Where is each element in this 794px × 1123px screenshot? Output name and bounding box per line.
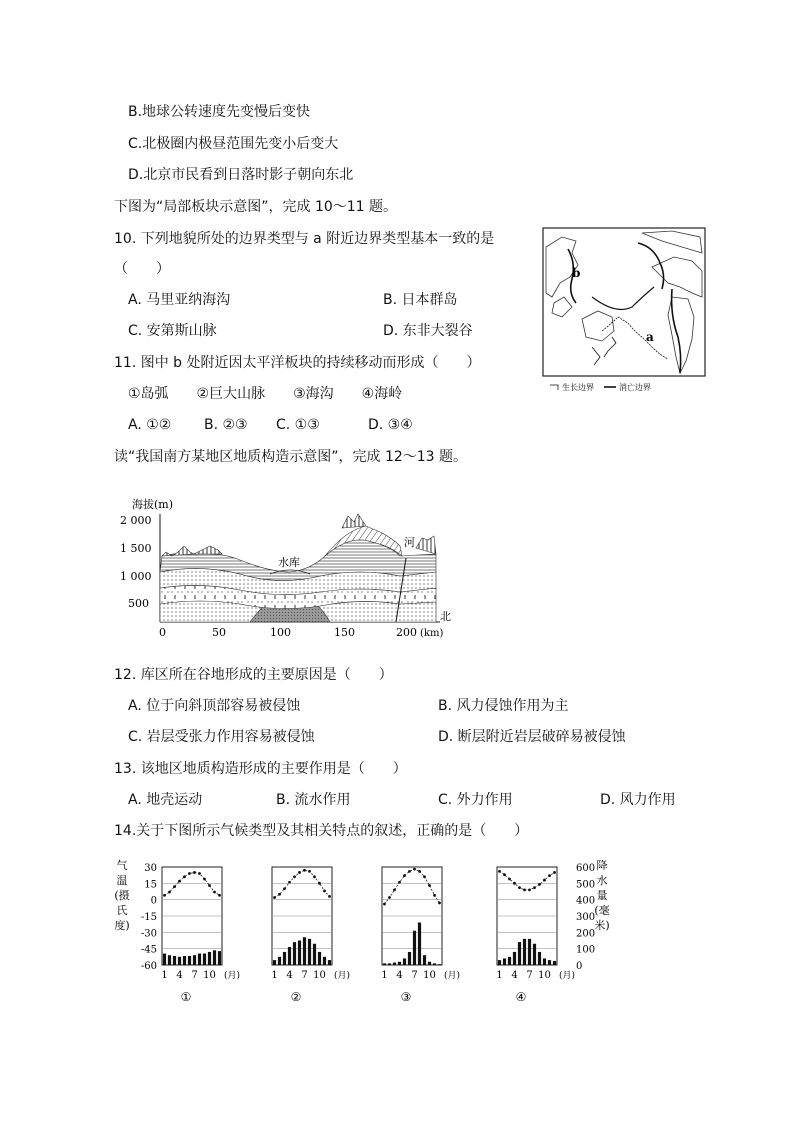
q13-option-c: C. 外力作用 (438, 792, 513, 808)
q14-stem: 14.关于下图所示气候类型及其相关特点的叙述，正确的是（ ） (114, 823, 529, 839)
temperature-point (173, 885, 176, 888)
precip-tick-label: 100 (576, 944, 596, 956)
q13-option-d: D. 风力作用 (600, 792, 676, 808)
precip-bar (418, 923, 421, 965)
month-tick-label: 4 (396, 970, 403, 981)
q11-option-b: B. ②③ (204, 417, 248, 433)
precip-tick-label: 400 (576, 895, 596, 907)
temperature-point (503, 873, 506, 876)
precip-bar (533, 944, 536, 965)
month-unit-label: (月) (444, 971, 461, 981)
q9-option-b: B.地球公转速度先变慢后变快 (128, 104, 311, 120)
temperature-point (428, 884, 431, 887)
temperature-point (308, 870, 311, 873)
intro-q12-13: 读“我国南方某地区地质构造示意图”，完成 12～13 题。 (114, 449, 468, 465)
temperature-point (433, 894, 436, 897)
precip-bar (513, 952, 516, 965)
month-tick-label: 1 (496, 970, 503, 981)
profile-xtick-50: 50 (212, 626, 226, 639)
temperature-point (383, 903, 386, 906)
precip-bar (508, 957, 511, 965)
temperature-point (533, 886, 536, 889)
climate-chart-1 (161, 867, 240, 1004)
legend-die-label: 消亡边界 (619, 383, 651, 392)
profile-xunit: (km) (420, 628, 444, 639)
temp-axis-label-char: 度) (114, 919, 130, 932)
temperature-point (398, 881, 401, 884)
q12-stem: 12. 库区所在谷地形成的主要原因是（ ） (114, 667, 393, 683)
precip-bar (163, 954, 166, 965)
precip-bar (313, 944, 316, 965)
profile-xtick-200: 200 (396, 626, 417, 639)
temperature-point (538, 883, 541, 886)
precip-bar (208, 952, 211, 965)
temperature-point (328, 895, 331, 898)
temperature-point (293, 875, 296, 878)
q9-option-d: D.北京市民看到日落时影子朝向东北 (128, 167, 354, 183)
q11-option-a: A. ①② (128, 417, 172, 433)
temperature-point (418, 870, 421, 873)
precip-bar (503, 958, 506, 965)
profile-reservoir-label: 水库 (278, 556, 300, 569)
temp-tick-label: -30 (140, 928, 157, 940)
temperature-point (423, 875, 426, 878)
profile-xtick-0: 0 (159, 626, 166, 639)
month-tick-label: 1 (381, 970, 388, 981)
temp-tick-label: -60 (140, 961, 157, 972)
month-tick-label: 7 (301, 970, 308, 981)
precip-bar (398, 962, 401, 965)
legend-grow-symbol (550, 385, 558, 390)
q10-option-a: A. 马里亚纳海沟 (128, 292, 231, 308)
q9-option-c: C.北极圈内极昼范围先变小后变大 (128, 136, 339, 152)
temperature-point (183, 875, 186, 878)
month-unit-label: (月) (559, 971, 576, 981)
temp-tick-label: 0 (150, 895, 157, 907)
temperature-point (393, 888, 396, 891)
month-tick-label: 7 (411, 970, 418, 981)
temperature-point (523, 888, 526, 891)
month-tick-label: 1 (161, 970, 168, 981)
q11-stem: 11. 图中 b 处附近因太平洋板块的持续移动而形成（ ） (114, 355, 481, 371)
precip-bar (298, 941, 301, 966)
precip-tick-label: 200 (576, 928, 596, 940)
temperature-point (413, 868, 416, 871)
precip-bar (303, 937, 306, 965)
q13-stem: 13. 该地区地质构造形成的主要作用是（ ） (114, 761, 407, 777)
temperature-point (303, 869, 306, 872)
precip-bar (498, 960, 501, 965)
climate-chart-2 (271, 867, 350, 1004)
month-tick-label: 4 (286, 970, 293, 981)
q11-option-d: D. ③④ (368, 417, 413, 433)
q12-option-c: C. 岩层受张力作用容易被侵蚀 (128, 729, 315, 745)
temperature-point (548, 874, 551, 877)
precip-bar (548, 960, 551, 965)
temperature-axis (114, 858, 157, 972)
temperature-point (498, 870, 501, 873)
temperature-point (518, 886, 521, 889)
temperature-point (283, 887, 286, 890)
month-tick-label: 4 (176, 970, 183, 981)
precip-axis-label-char: 降 (596, 859, 608, 872)
precip-tick-label: 300 (576, 912, 596, 923)
geological-profile-diagram (110, 494, 460, 644)
temp-tick-label: 15 (144, 879, 157, 891)
temperature-point (323, 890, 326, 893)
profile-ytick-500: 500 (128, 597, 149, 610)
q13-option-b: B. 流水作用 (276, 792, 351, 808)
precip-bar (188, 956, 191, 965)
temperature-point (313, 875, 316, 878)
precip-bar (168, 955, 171, 965)
precipitation-axis (576, 858, 610, 972)
temperature-point (508, 878, 511, 881)
precip-bar (273, 960, 276, 965)
month-unit-label: (月) (334, 971, 351, 981)
precip-bar (213, 950, 216, 965)
temperature-point (213, 891, 216, 894)
precip-bar (388, 963, 391, 965)
temperature-point (528, 888, 531, 891)
precip-bar (538, 952, 541, 965)
precip-bar (328, 960, 331, 965)
precip-bar (183, 956, 186, 965)
precip-bar (288, 947, 291, 965)
chart-number-label: ④ (515, 990, 527, 1004)
plate-label-b: b (572, 266, 581, 280)
precip-bar (413, 931, 416, 965)
plate-label-a: a (646, 330, 654, 344)
temperature-point (178, 880, 181, 883)
temperature-point (543, 879, 546, 882)
temp-axis-label-char: 氏 (116, 904, 128, 917)
precip-bar (433, 963, 436, 965)
temp-tick-label: 30 (144, 863, 157, 874)
precip-axis-label-char: (毫 (594, 904, 610, 917)
temperature-point (193, 871, 196, 874)
q13-option-a: A. 地壳运动 (128, 792, 203, 808)
month-tick-label: 4 (511, 970, 518, 981)
precip-bar (278, 957, 281, 965)
precip-tick-label: 0 (576, 961, 583, 972)
temp-axis-label-char: 气 (116, 859, 128, 872)
temp-tick-label: -45 (140, 944, 157, 956)
profile-xtick-100: 100 (270, 626, 291, 639)
month-tick-label: 7 (526, 970, 533, 981)
precip-bar (193, 955, 196, 965)
precip-bar (528, 939, 531, 965)
month-tick-label: 10 (423, 970, 436, 981)
q10-paren: （ ） (114, 261, 170, 277)
precip-bar (428, 962, 431, 965)
temperature-point (408, 870, 411, 873)
temperature-point (553, 871, 556, 874)
q12-option-a: A. 位于向斜顶部容易被侵蚀 (128, 698, 301, 714)
precip-bar (523, 939, 526, 965)
q11-items: ①岛弧 ②巨大山脉 ③海沟 ④海岭 (128, 386, 403, 402)
plate-boundary-map (542, 227, 706, 399)
q10-stem: 10. 下列地貌所处的边界类型与 a 附近边界类型基本一致的是 (114, 231, 495, 247)
temperature-point (438, 902, 441, 905)
precip-bar (293, 942, 296, 965)
precip-bar (318, 952, 321, 965)
temperature-point (188, 872, 191, 875)
temperature-point (208, 884, 211, 887)
temperature-point (403, 874, 406, 877)
precip-bar (393, 963, 396, 965)
precip-bar (383, 963, 386, 965)
month-tick-label: 10 (313, 970, 326, 981)
precip-bar (178, 957, 181, 965)
climate-chart-3 (381, 867, 460, 1004)
month-tick-label: 1 (271, 970, 278, 981)
month-tick-label: 7 (191, 970, 198, 981)
temperature-point (318, 882, 321, 885)
precip-bar (308, 939, 311, 965)
profile-river-label: 河 (404, 536, 415, 549)
profile-xtick-150: 150 (334, 626, 355, 639)
profile-ytick-1500: 1 500 (120, 542, 152, 555)
precip-bar (543, 958, 546, 965)
profile-ylabel: 海拔(m) (132, 498, 174, 511)
profile-north-label: 北 (440, 610, 451, 623)
temp-tick-label: -15 (140, 912, 157, 923)
precip-bar (518, 942, 521, 965)
profile-ytick-1000: 1 000 (120, 570, 152, 583)
month-tick-label: 10 (538, 970, 551, 981)
intro-q10-11: 下图为“局部板块示意图”，完成 10～11 题。 (114, 199, 398, 215)
temperature-point (163, 894, 166, 897)
precip-bar (218, 951, 221, 965)
chart-number-label: ① (180, 990, 192, 1004)
precip-tick-label: 500 (576, 879, 596, 891)
temperature-point (273, 896, 276, 899)
temperature-point (388, 896, 391, 899)
temp-axis-label-char: 温 (116, 874, 128, 887)
precip-bar (403, 958, 406, 965)
precip-bar (553, 961, 556, 965)
climate-charts (110, 855, 630, 1005)
profile-ytick-2000: 2 000 (120, 514, 152, 527)
q10-option-b: B. 日本群岛 (383, 292, 458, 308)
temperature-point (168, 891, 171, 894)
precip-bar (283, 952, 286, 965)
temperature-point (198, 872, 201, 875)
temperature-point (278, 893, 281, 896)
precip-bar (323, 957, 326, 965)
q10-option-c: C. 安第斯山脉 (128, 323, 217, 339)
precip-bar (198, 954, 201, 965)
chart-number-label: ② (290, 990, 302, 1004)
q12-option-d: D. 断层附近岩层破碎易被侵蚀 (438, 729, 626, 745)
precip-bar (438, 964, 441, 965)
temperature-point (203, 878, 206, 881)
month-tick-label: 10 (203, 970, 216, 981)
precip-bar (203, 954, 206, 965)
precip-tick-label: 600 (576, 863, 596, 874)
month-unit-label: (月) (224, 971, 241, 981)
chart-number-label: ③ (400, 990, 412, 1004)
q12-option-b: B. 风力侵蚀作用为主 (438, 698, 569, 714)
legend-grow-label: 生长边界 (562, 383, 594, 392)
precip-axis-label-char: 量 (596, 889, 608, 902)
precip-bar (408, 952, 411, 965)
q10-option-d: D. 东非大裂谷 (383, 323, 473, 339)
precip-axis-label-char: 米) (594, 919, 610, 932)
temp-axis-label-char: (摄 (114, 889, 130, 902)
precip-bar (173, 956, 176, 965)
temperature-point (218, 894, 221, 897)
temperature-point (513, 882, 516, 885)
q11-option-c: C. ①③ (276, 417, 320, 433)
precip-bar (423, 955, 426, 965)
temperature-point (288, 881, 291, 884)
precip-axis-label-char: 水 (596, 874, 608, 887)
temperature-point (298, 871, 301, 874)
climate-chart-4 (496, 867, 575, 1004)
